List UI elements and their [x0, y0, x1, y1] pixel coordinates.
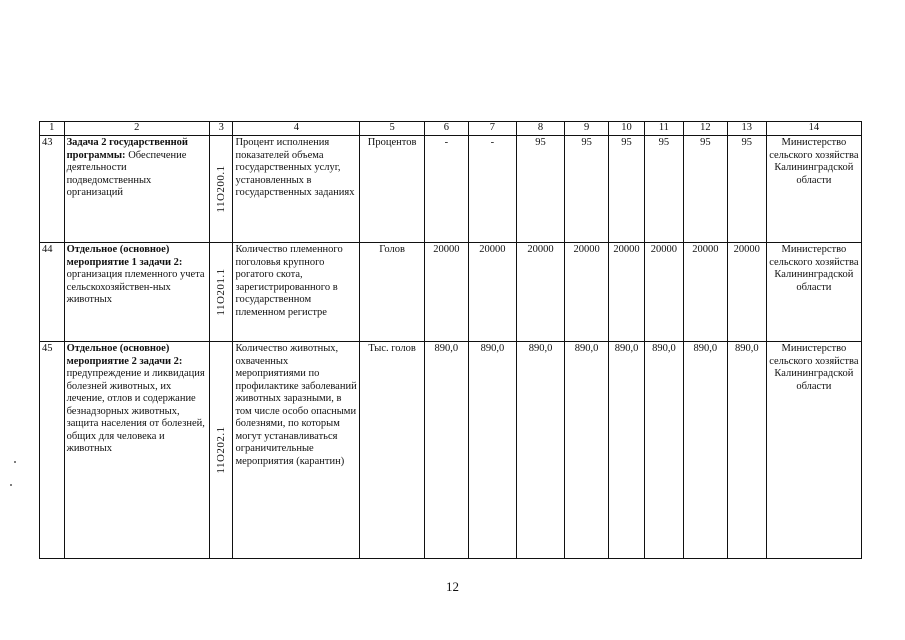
column-number: 11 — [644, 122, 683, 136]
indicator-value: 890,0 — [683, 342, 727, 559]
indicator-name: Процент исполнения показателей объема государственных услуг, установленных в государственных заданиях — [233, 136, 360, 243]
table-row — [40, 342, 862, 559]
task-title-text: Обеспечение деятельности подведомственных организаций — [66, 149, 187, 198]
indicator-value: 95 — [727, 136, 766, 243]
indicator-value: 20000 — [468, 243, 516, 342]
task-title — [64, 342, 209, 559]
indicator-value: 890,0 — [644, 342, 683, 559]
indicator-code: 11О201.1 — [214, 268, 227, 316]
column-number: 5 — [360, 122, 424, 136]
indicator-value: 95 — [644, 136, 683, 243]
page-number: 12 — [446, 579, 459, 594]
responsible-ministry: Министерство сельского хозяйства Калининградской области — [766, 243, 861, 342]
scan-speck — [10, 484, 12, 486]
column-number: 7 — [468, 122, 516, 136]
indicator-value: 20000 — [424, 243, 468, 342]
table-row — [40, 243, 862, 342]
task-title-bold: Отдельное (основное) мероприятие 1 задачи 2: — [66, 244, 183, 268]
indicator-value: 20000 — [609, 243, 645, 342]
responsible-ministry: Министерство сельского хозяйства Калининградской области — [766, 136, 861, 243]
row-number: 43 — [40, 136, 65, 243]
indicator-value: - — [468, 136, 516, 243]
indicator-value: 890,0 — [609, 342, 645, 559]
column-number: 8 — [516, 122, 564, 136]
row-number: 44 — [40, 243, 65, 342]
column-number: 1 — [40, 122, 65, 136]
indicator-value: 95 — [516, 136, 564, 243]
task-title — [64, 136, 209, 243]
indicator-value: 890,0 — [468, 342, 516, 559]
task-title-bold: Отдельное (основное) мероприятие 2 задачи 2: — [66, 343, 183, 367]
column-number: 10 — [609, 122, 645, 136]
indicator-value: 890,0 — [424, 342, 468, 559]
program-indicators-table — [39, 121, 862, 559]
column-number-row — [40, 122, 862, 136]
indicator-value: - — [424, 136, 468, 243]
indicator-name: Количество животных, охваченных мероприятиями по профилактике заболеваний животных заразными, в том числе особо опасными болезнями, по которым могут устанавливаться ограничительные мероприятия (карантин) — [233, 342, 360, 559]
indicator-value: 20000 — [565, 243, 609, 342]
indicator-code: 11О200.1 — [214, 165, 227, 213]
column-number: 14 — [766, 122, 861, 136]
column-number: 3 — [209, 122, 233, 136]
column-number: 2 — [64, 122, 209, 136]
task-title-bold: Задача 2 государственной программы: — [66, 137, 188, 161]
indicator-name: Количество племенного поголовья крупного рогатого скота, зарегистрированного в государственном племенном регистре — [233, 243, 360, 342]
unit-of-measure: Голов — [360, 243, 424, 342]
indicator-code-cell — [209, 342, 233, 559]
indicator-value: 890,0 — [727, 342, 766, 559]
row-number: 45 — [40, 342, 65, 559]
column-number: 4 — [233, 122, 360, 136]
indicator-value: 95 — [683, 136, 727, 243]
responsible-ministry: Министерство сельского хозяйства Калининградской области — [766, 342, 861, 559]
indicator-code-cell — [209, 136, 233, 243]
indicator-value: 20000 — [727, 243, 766, 342]
indicator-value: 890,0 — [516, 342, 564, 559]
table-row — [40, 136, 862, 243]
indicator-code: 11О202.1 — [214, 426, 227, 474]
indicator-value: 20000 — [683, 243, 727, 342]
indicator-value: 95 — [609, 136, 645, 243]
unit-of-measure: Тыс. голов — [360, 342, 424, 559]
task-title-text: предупреждение и ликвидация болезней животных, их лечение, отлов и содержание безнадзорных животных, защита населения от болезней, общих для человека и животных — [66, 368, 205, 454]
indicator-value: 95 — [565, 136, 609, 243]
column-number: 12 — [683, 122, 727, 136]
task-title-text: организация племенного учета сельскохозяйствен-ных животных — [66, 269, 205, 305]
column-number: 9 — [565, 122, 609, 136]
column-number: 6 — [424, 122, 468, 136]
indicator-code-cell — [209, 243, 233, 342]
indicator-value: 890,0 — [565, 342, 609, 559]
column-number: 13 — [727, 122, 766, 136]
task-title — [64, 243, 209, 342]
indicator-value: 20000 — [644, 243, 683, 342]
unit-of-measure: Процентов — [360, 136, 424, 243]
indicator-value: 20000 — [516, 243, 564, 342]
scan-speck — [14, 461, 16, 463]
